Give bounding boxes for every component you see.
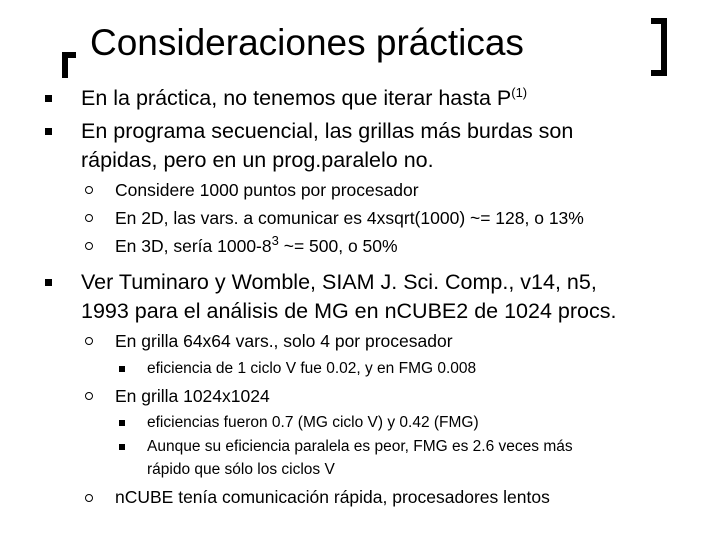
sub-bullet-points: Considere 1000 puntos por procesador bbox=[115, 180, 419, 200]
sub-sub-bullet-efficiency-1024: eficiencias fueron 0.7 (MG ciclo V) y 0.42 (FMG) bbox=[147, 414, 479, 431]
sub-bullet-3d-text-after: ~= 500, o 50% bbox=[278, 236, 398, 256]
bullet-reference-line2: 1993 para el análisis de MG en nCUBE2 de 1024 procs. bbox=[81, 299, 617, 323]
sub-bullet-grid-1024: En grilla 1024x1024 bbox=[115, 386, 270, 406]
bullet-sequential-line2: rápidas, pero en un prog.paralelo no. bbox=[81, 148, 434, 172]
slide-title: Consideraciones prácticas bbox=[90, 22, 524, 63]
bullet-square-icon bbox=[119, 366, 125, 372]
sub-sub-bullet-efficiency-64: eficiencia de 1 ciclo V fue 0.02, y en FMG 0.008 bbox=[147, 360, 477, 377]
bullet-iterate bbox=[81, 86, 527, 111]
bullet-ring-icon bbox=[85, 242, 93, 250]
bullet-square-icon bbox=[45, 128, 52, 135]
title-left-bracket-decoration bbox=[62, 52, 76, 78]
bullet-square-icon bbox=[45, 279, 52, 286]
bullet-ring-icon bbox=[85, 337, 93, 345]
sub-bullet-3d-text: En 3D, sería 1000-8 bbox=[115, 236, 272, 256]
sub-sub-bullet-fmg-line1: Aunque su eficiencia paralela es peor, FMG es 2.6 veces más bbox=[147, 438, 573, 455]
bullet-square-icon bbox=[119, 444, 125, 450]
bullet-sequential-line1: En programa secuencial, las grillas más burdas son bbox=[81, 119, 574, 143]
sub-sub-bullet-fmg-line2: rápido que sólo los ciclos V bbox=[147, 461, 335, 478]
title-right-bracket-decoration bbox=[651, 18, 667, 76]
bullet-ring-icon bbox=[85, 186, 93, 194]
sub-bullet-ncube: nCUBE tenía comunicación rápida, procesadores lentos bbox=[115, 487, 550, 507]
bullet-square-icon bbox=[45, 95, 52, 102]
sub-bullet-3d-superscript: 3 bbox=[271, 233, 279, 249]
bullet-ring-icon bbox=[85, 214, 93, 222]
bullet-superscript: (1) bbox=[511, 84, 528, 100]
sub-bullet-grid-64: En grilla 64x64 vars., solo 4 por procesador bbox=[115, 331, 453, 351]
bullet-ring-icon bbox=[85, 494, 93, 502]
bullet-text: En la práctica, no tenemos que iterar hasta P bbox=[81, 86, 512, 110]
bullet-reference-line1: Ver Tuminaro y Womble, SIAM J. Sci. Comp., v14, n5, bbox=[81, 270, 597, 294]
sub-bullet-3d bbox=[115, 233, 398, 257]
bullet-square-icon bbox=[119, 420, 125, 426]
bullet-ring-icon bbox=[85, 392, 93, 400]
sub-bullet-2d: En 2D, las vars. a comunicar es 4xsqrt(1000) ~= 128, o 13% bbox=[115, 208, 584, 228]
